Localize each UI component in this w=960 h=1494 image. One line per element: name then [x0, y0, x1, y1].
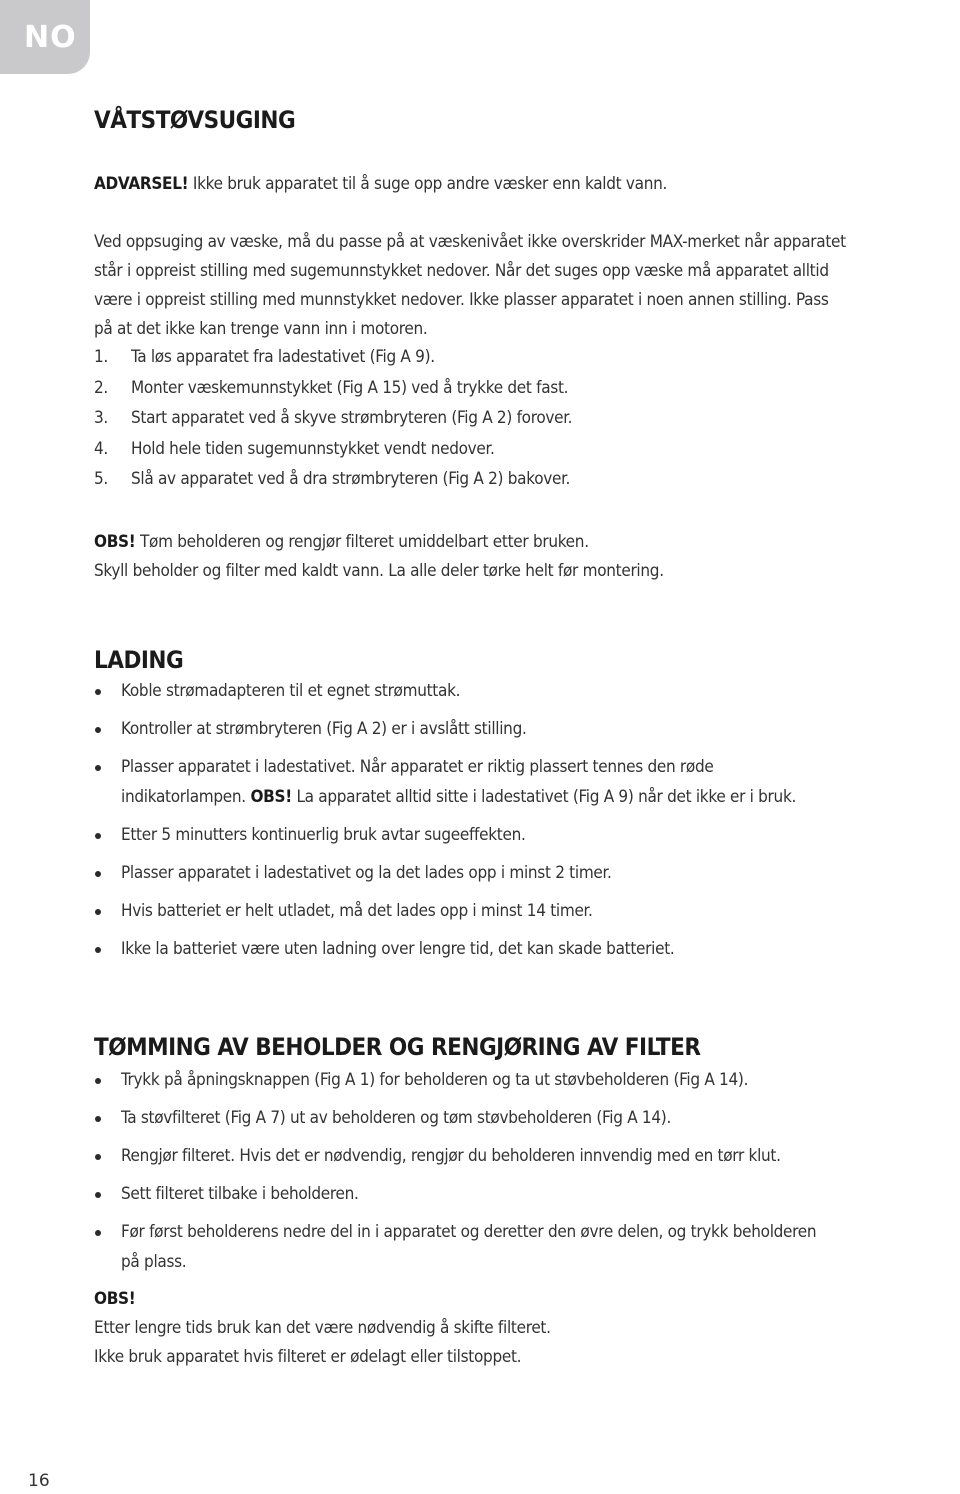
obs-text: Tøm beholderen og rengjør filteret umiddelbart etter bruken.: [135, 532, 589, 552]
list-item-text: La apparatet alltid sitte i ladestativet (Fig A 9) når det ikke er i bruk.: [291, 787, 797, 807]
step-number: 4.: [94, 438, 108, 459]
intro-line: står i oppreist stilling med sugemunnstykket nedover. Når det suges opp væske må apparatet alltid: [94, 261, 829, 281]
list-item-text: indikatorlampen.: [121, 787, 251, 807]
step-text: Ta løs apparatet fra ladestativet (Fig A 9).: [131, 347, 435, 367]
step-text: Slå av apparatet ved å dra strømbryteren (Fig A 2) bakover.: [131, 469, 571, 489]
list-item-text: Plasser apparatet i ladestativet. Når apparatet er riktig plassert tennes den røde: [121, 757, 714, 777]
bullet-icon: [95, 871, 101, 877]
bullet-icon: [95, 1154, 101, 1160]
step-text: Monter væskemunnstykket (Fig A 15) ved å trykke det fast.: [131, 377, 569, 398]
bullet-icon: [95, 1078, 101, 1084]
step-number: 5.: [94, 469, 108, 489]
section-title-wet-vacuuming: VÅTSTØVSUGING: [94, 106, 296, 134]
list-item-text: Ta støvfilteret (Fig A 7) ut av beholderen og tøm støvbeholderen (Fig A 14).: [121, 1108, 671, 1128]
list-item: [78, 1065, 944, 1095]
list-item: [78, 1103, 944, 1133]
page-number: 16: [28, 1471, 50, 1491]
obs-note: [94, 528, 664, 586]
language-tab: [0, 0, 90, 74]
list-item-text: på plass.: [121, 1252, 187, 1272]
step-text: Hold hele tiden sugemunnstykket vendt nedover.: [131, 438, 495, 459]
step-number: 3.: [94, 408, 108, 428]
list-item: [78, 714, 944, 744]
obs-text: Skyll beholder og filter med kaldt vann. La alle deler tørke helt før montering.: [94, 561, 664, 581]
warning-label: ADVARSEL!: [94, 174, 189, 194]
list-item: [78, 1217, 944, 1277]
list-item: [78, 752, 944, 812]
bullet-icon: [95, 689, 101, 695]
warning-text: Ikke bruk apparatet til å suge opp andre væsker enn kaldt vann.: [188, 174, 668, 194]
list-item-text: Sett filteret tilbake i beholderen.: [121, 1184, 359, 1204]
list-item-text: Plasser apparatet i ladestativet og la det lades opp i minst 2 timer.: [121, 863, 612, 883]
step-number: 1.: [94, 347, 108, 367]
warning-paragraph: [94, 170, 667, 199]
list-item-text: Etter 5 minutters kontinuerlig bruk avtar sugeeffekten.: [121, 825, 526, 845]
obs-text: Ikke bruk apparatet hvis filteret er ødelagt eller tilstoppet.: [94, 1347, 522, 1367]
list-item: [78, 858, 944, 888]
list-item: [78, 934, 944, 964]
obs-label: OBS!: [94, 532, 136, 552]
obs-label: OBS!: [250, 787, 292, 807]
list-item-text: Før først beholderens nedre del in i apparatet og deretter den øvre delen, og trykk beholderen: [121, 1222, 817, 1242]
intro-line: være i oppreist stilling med munnstykket nedover. Ikke plasser apparatet i noen annen stilling. Pass: [94, 290, 829, 310]
bullet-icon: [95, 1116, 101, 1122]
list-item: [78, 676, 944, 706]
bullet-icon: [95, 1230, 101, 1236]
section-title-charging: LADING: [94, 646, 184, 674]
intro-line: på at det ikke kan trenge vann inn i motoren.: [94, 319, 428, 339]
obs-text: Etter lengre tids bruk kan det være nødvendig å skifte filteret.: [94, 1318, 551, 1338]
list-item-text: Kontroller at strømbryteren (Fig A 2) er i avslått stilling.: [121, 719, 527, 739]
bullet-icon: [95, 909, 101, 915]
list-item: [78, 820, 944, 850]
list-item: [78, 1141, 944, 1171]
bullet-icon: [95, 947, 101, 953]
bullet-icon: [95, 727, 101, 733]
list-item: [78, 1179, 944, 1209]
list-item-text: Hvis batteriet er helt utladet, må det lades opp i minst 14 timer.: [121, 901, 593, 921]
intro-line: Ved oppsuging av væske, må du passe på at væskenivået ikke overskrider MAX-merket når apparatet: [94, 232, 846, 252]
list-item-text: Trykk på åpningsknappen (Fig A 1) for beholderen og ta ut støvbeholderen (Fig A 14).: [121, 1070, 749, 1090]
language-code: NO: [24, 20, 77, 55]
section-title-emptying-cleaning: TØMMING AV BEHOLDER OG RENGJØRING AV FILTER: [94, 1033, 701, 1061]
charging-list: [78, 676, 944, 964]
bullet-icon: [95, 765, 101, 771]
list-item-text: Ikke la batteriet være uten ladning over lengre tid, det kan skade batteriet.: [121, 939, 675, 959]
list-item-text: Koble strømadapteren til et egnet strømuttak.: [121, 681, 461, 701]
bullet-icon: [95, 1192, 101, 1198]
intro-paragraph: [94, 228, 846, 344]
step-text: Start apparatet ved å skyve strømbryteren (Fig A 2) forover.: [131, 408, 573, 428]
obs-label: OBS!: [94, 1289, 136, 1309]
step-number: 2.: [94, 377, 108, 398]
list-item-text: Rengjør filteret. Hvis det er nødvendig, rengjør du beholderen innvendig med en tørr klut.: [121, 1146, 781, 1166]
filter-obs-note: [94, 1285, 551, 1372]
bullet-icon: [95, 833, 101, 839]
list-item: [78, 896, 944, 926]
emptying-list: [78, 1065, 944, 1277]
